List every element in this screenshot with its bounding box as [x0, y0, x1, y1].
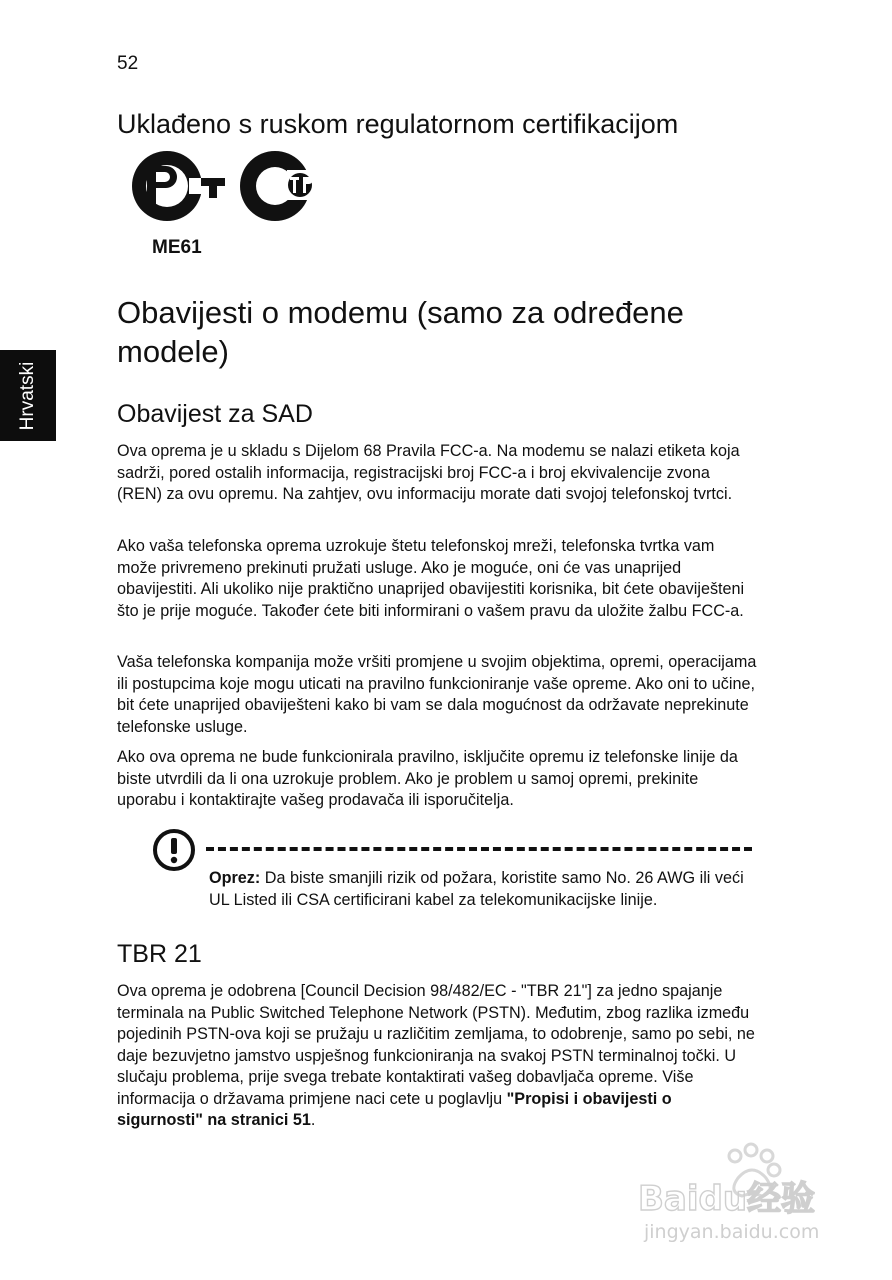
page-number: 52 [117, 53, 139, 74]
paragraph: Vaša telefonska kompanija može vršiti promjene u svojim objektima, opremi, operacijama ili postupcima koje mogu uticati na pravilno funkcioniranje vaše opreme. Ako oni to učine, bit ćete unaprijed obaviješteni kako bi vam se dala mogućnost da održavate neprekinute telefonske usluge. [117, 653, 757, 736]
tbr21-paragraph [117, 981, 757, 1132]
modem-notices-heading: Obavijesti o modemu (samo za određene modele) [117, 295, 684, 369]
russian-cert-logos [125, 148, 335, 228]
watermark-brand: Baidu经验 [638, 1179, 816, 1219]
caution-label: Oprez: [209, 869, 261, 887]
paragraph: Ova oprema je u skladu s Dijelom 68 Pravila FCC-a. Na modemu se nalazi etiketa koja sadrži, pored ostalih informacija, registracijski broj FCC-a i broj ekvivalencije zvona (REN) za ovu opremu. Na zahtjev, ovu informaciju morate dati svojoj telefonskoj tvrtci. [117, 442, 740, 503]
caution-icon [152, 828, 196, 872]
cert-code: ME61 [152, 237, 202, 258]
watermark-url: jingyan.baidu.com [644, 1221, 820, 1243]
tbr21-body: Ova oprema je odobrena [Council Decision 98/482/EC - "TBR 21"] za jedno spajanje terminala na Public Switched Telephone Network (PSTN). Međutim, zbog razlika između pojedinih PSTN-ova koji se pružaju u različitim zemljama, to odobrenje, samo po sebi, ne daje bezuvjetno jamstvo uspješnog funkcioniranja na svakoj PSTN terminalnoj točki. U slučaju problema, prije svega trebate kontaktirati vašeg dobavljača opreme. Više informacija o državama primjene naci cete u poglavlju [117, 982, 755, 1108]
caution-note [209, 868, 757, 911]
paragraph: Ako ova oprema ne bude funkcionirala pravilno, isključite opremu iz telefonske linije da biste utvrdili da li ona uzrokuje problem. Ako je problem u samoj opremi, prekinite uporabu i kontaktirajte vašeg prodavača ili isporučitelja. [117, 748, 738, 809]
tbr21-heading: TBR 21 [117, 940, 202, 968]
language-side-tab [0, 350, 56, 441]
safety-reference-link[interactable]: "Propisi i obavijesti o sigurnosti" na stranici 51 [117, 1089, 672, 1129]
us-notice-heading: Obavijest za SAD [117, 400, 313, 428]
pct-logo [132, 151, 225, 221]
paragraph: Ako vaša telefonska oprema uzrokuje štetu telefonskoj mreži, telefonska tvrtka vam može privremeno prekinuti pružati usluge. Ako je moguće, oni će vas unaprijed obavijestiti. Ali ukoliko nije praktično unaprijed obavijestiti korisnika, bit ćete obaviješteni što je prije moguće. Također ćete biti informirani o vašem pravu da uložite žalbu FCC-a. [117, 537, 745, 620]
tbr21-end: . [310, 1111, 316, 1129]
caution-body: Da biste smanjili rizik od požara, koristite samo No. 26 AWG ili veći UL Listed ili CSA certificirani kabel za telekomunikacijske linije. [209, 869, 744, 909]
russian-cert-heading: Uklađeno s ruskom regulatornom certifikacijom [117, 109, 679, 139]
caution-divider [206, 847, 752, 851]
tr-logo [240, 151, 327, 221]
baidu-watermark [630, 1140, 850, 1250]
side-tab-label: Hrvatski [17, 361, 38, 430]
